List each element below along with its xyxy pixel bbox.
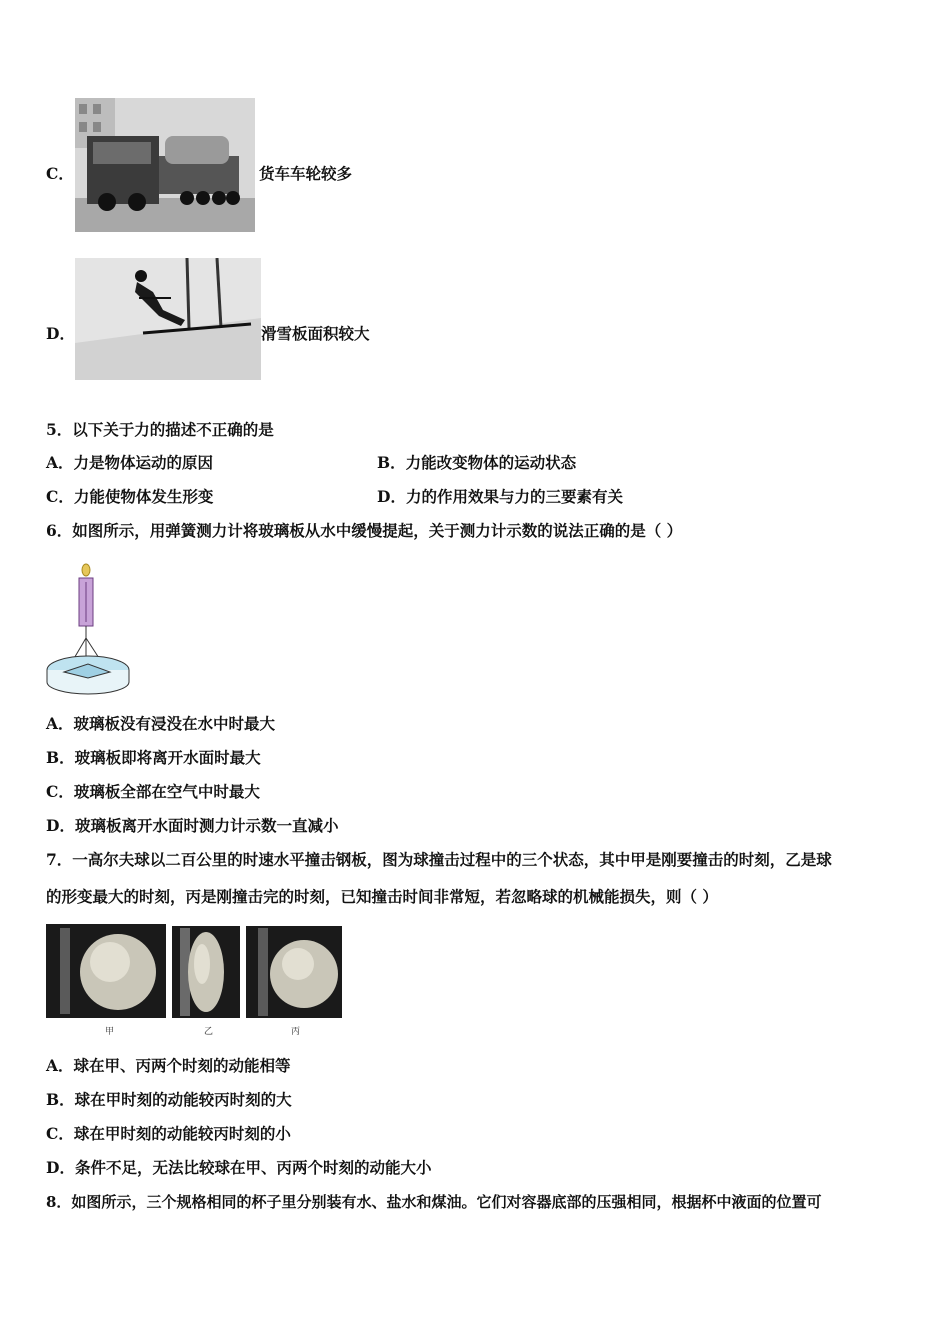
truck-photo [75,98,255,232]
q6-option-c: C．玻璃板全部在空气中时最大 [46,782,260,801]
option-d-text: 滑雪板面积较大 [261,324,370,343]
q7-stem-line1: 7．一高尔夫球以二百公里的时速水平撞击钢板，图为球撞击过程中的三个状态，其中甲是刚要撞击的时刻，乙是球 [46,850,832,869]
caption-yi: 乙 [204,1027,214,1037]
q8-stem: 8．如图所示，三个规格相同的杯子里分别装有水、盐水和煤油。它们对容器底部的压强相同，根据杯中液面的位置可 [46,1193,822,1211]
q7-option-d: D．条件不足，无法比较球在甲、丙两个时刻的动能大小 [46,1158,432,1177]
caption-jia: 甲 [105,1027,115,1037]
q5-option-a: A．力是物体运动的原因 [46,453,214,472]
q5-stem: 5．以下关于力的描述不正确的是 [46,420,274,439]
golf-ball-photo-1 [46,924,166,1018]
golf-ball-photo-3 [246,926,342,1018]
q5-option-d: D．力的作用效果与力的三要素有关 [377,487,623,506]
spring-scale-figure [44,560,134,696]
q6-option-b: B．玻璃板即将离开水面时最大 [46,748,261,767]
option-c-text: 货车车轮较多 [259,164,353,183]
q6-stem: 6．如图所示，用弹簧测力计将玻璃板从水中缓慢提起，关于测力计示数的说法正确的是（ ） [46,521,683,540]
q7-option-b: B．球在甲时刻的动能较丙时刻的大 [46,1090,292,1109]
caption-bing: 丙 [291,1027,301,1037]
golf-ball-photo-2 [172,926,240,1018]
q7-option-c: C．球在甲时刻的动能较丙时刻的小 [46,1124,291,1143]
q5-option-b: B．力能改变物体的运动状态 [377,453,577,472]
q6-option-a: A．玻璃板没有浸没在水中时最大 [46,714,276,733]
skier-photo [75,258,261,380]
q6-option-d: D．玻璃板离开水面时测力计示数一直减小 [46,816,339,835]
q5-option-c: C．力能使物体发生形变 [46,487,214,506]
option-c-label: C． [46,164,74,183]
q7-stem-line2: 的形变最大的时刻，丙是刚撞击完的时刻，已知撞击时间非常短，若忽略球的机械能损失，则（ ） [46,887,718,906]
q7-option-a: A．球在甲、丙两个时刻的动能相等 [46,1056,291,1075]
option-d-label: D． [46,324,75,343]
